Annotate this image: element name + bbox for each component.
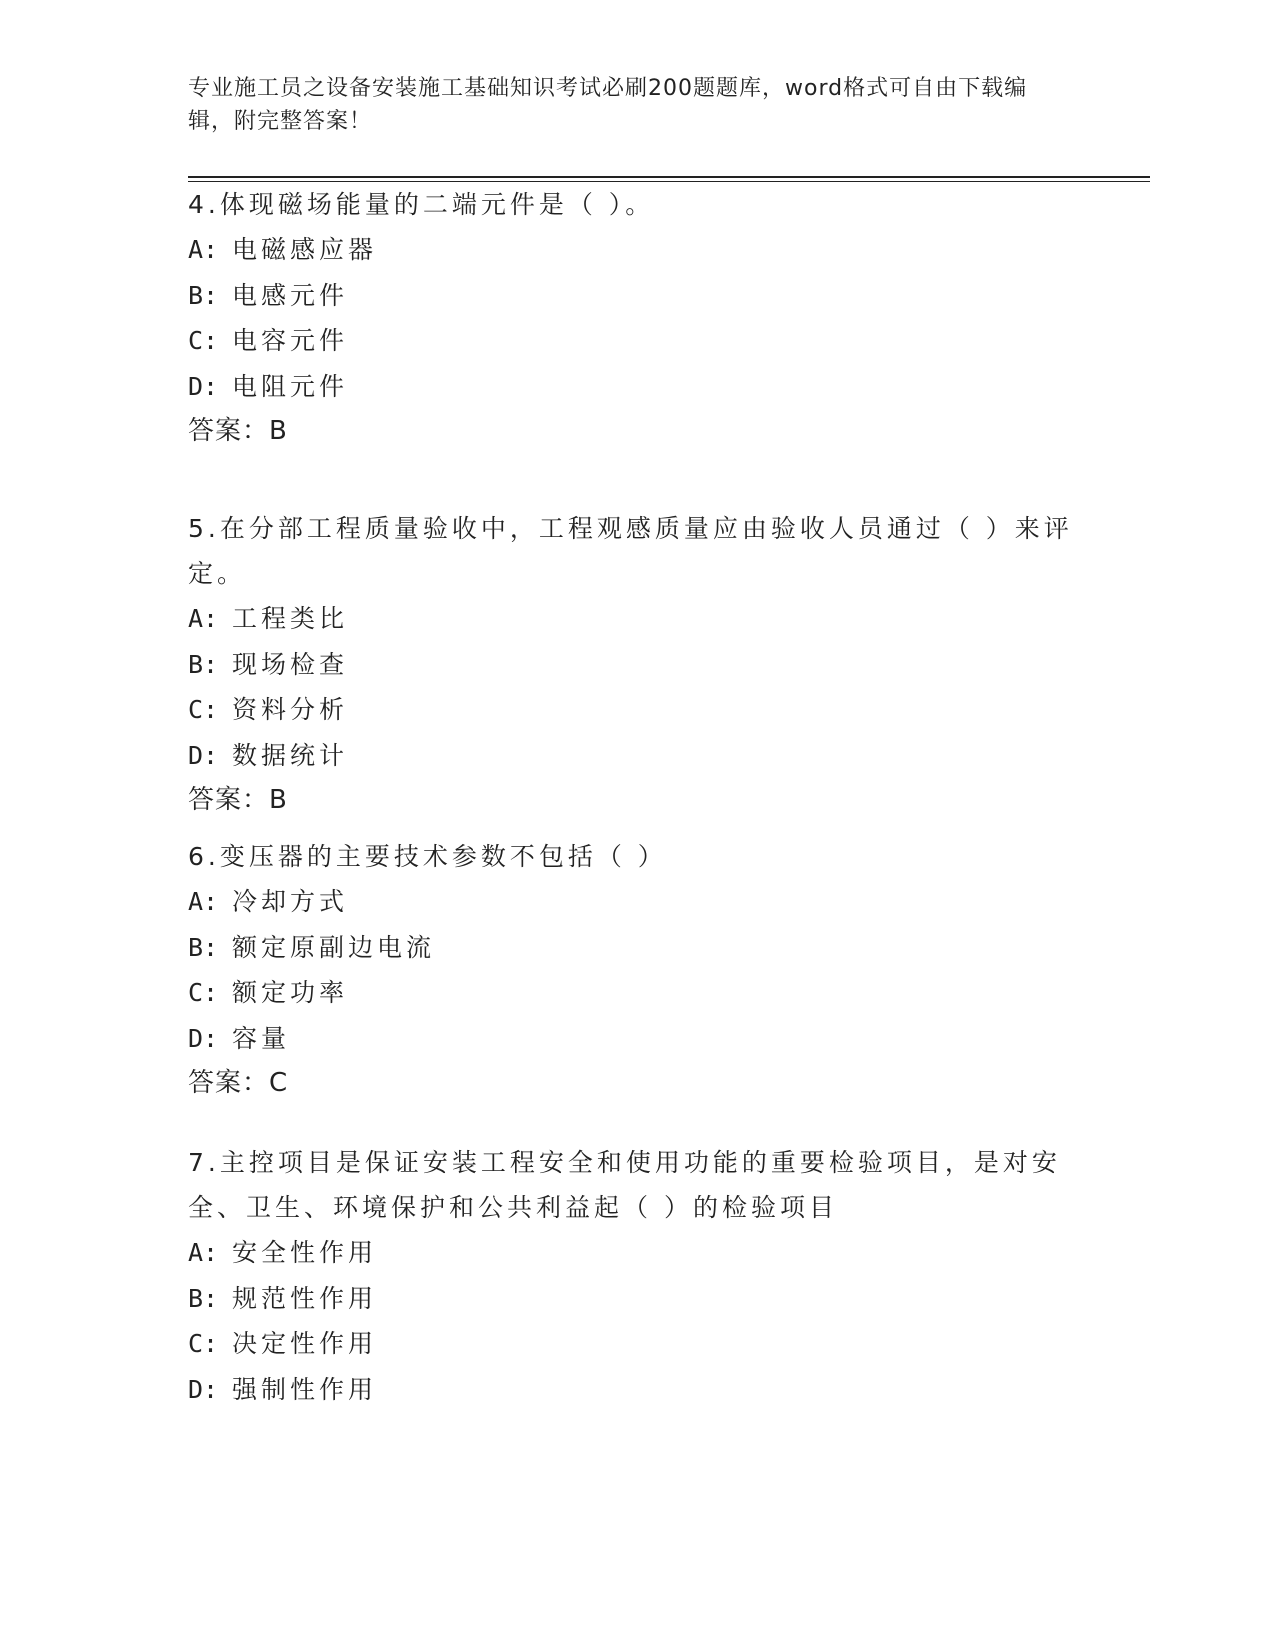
option-letter: D: <box>188 1374 219 1404</box>
question-5 <box>188 506 1088 823</box>
answer: 答案：B <box>188 416 288 446</box>
option-a <box>188 879 1088 925</box>
header-rule-thick <box>188 176 1150 178</box>
question-4 <box>188 182 1088 454</box>
option-a <box>188 596 1088 642</box>
document-header: 专业施工员之设备安装施工基础知识考试必刷200题题库，word格式可自由下载编辑，附完整答案！ <box>188 76 1028 134</box>
option-c <box>188 970 1088 1016</box>
option-text: 决定性作用 <box>232 1329 378 1358</box>
option-d <box>188 364 1088 410</box>
option-text: 规范性作用 <box>232 1283 378 1313</box>
option-letter: C: <box>188 1329 219 1358</box>
answer: 答案：B <box>188 785 288 815</box>
option-text: 工程类比 <box>232 604 349 633</box>
option-b <box>188 642 1088 688</box>
option-a <box>188 227 1088 273</box>
option-text: 资料分析 <box>232 695 349 724</box>
question-text: 7.主控项目是保证安装工程安全和使用功能的重要检验项目，是对安全、卫生、环境保护和公共利益起（ ）的检验项目 <box>188 1148 1061 1222</box>
question-6 <box>188 834 1088 1106</box>
option-text: 安全性作用 <box>232 1238 378 1267</box>
question-text: 4.体现磁场能量的二端元件是（ ）。 <box>188 190 655 219</box>
option-c <box>188 1321 1088 1367</box>
option-b <box>188 925 1088 971</box>
option-letter: A: <box>188 235 219 264</box>
question-7 <box>188 1140 1088 1412</box>
option-letter: A: <box>188 604 219 633</box>
option-d <box>188 733 1088 779</box>
option-letter: B: <box>188 280 219 310</box>
option-text: 冷却方式 <box>232 887 349 916</box>
option-letter: C: <box>188 326 219 355</box>
option-letter: C: <box>188 695 219 724</box>
option-a <box>188 1230 1088 1276</box>
option-letter: B: <box>188 932 219 962</box>
option-text: 强制性作用 <box>232 1374 378 1404</box>
option-letter: A: <box>188 887 219 916</box>
option-d <box>188 1016 1088 1062</box>
option-d <box>188 1367 1088 1413</box>
option-c <box>188 318 1088 364</box>
option-b <box>188 273 1088 319</box>
option-b <box>188 1276 1088 1322</box>
question-text: 5.在分部工程质量验收中，工程观感质量应由验收人员通过（ ）来评定。 <box>188 514 1073 588</box>
option-text: 电阻元件 <box>232 371 349 401</box>
option-c <box>188 687 1088 733</box>
option-text: 电磁感应器 <box>232 235 378 264</box>
option-text: 额定功率 <box>232 978 349 1007</box>
option-text: 容量 <box>232 1023 291 1053</box>
option-letter: C: <box>188 978 219 1007</box>
option-text: 电容元件 <box>232 326 349 355</box>
option-text: 现场检查 <box>232 649 349 679</box>
question-text: 6.变压器的主要技术参数不包括（ ） <box>188 842 667 871</box>
option-letter: D: <box>188 371 219 401</box>
option-letter: D: <box>188 1023 219 1053</box>
option-letter: D: <box>188 740 219 770</box>
answer: 答案：C <box>188 1068 289 1098</box>
option-text: 数据统计 <box>232 740 349 770</box>
option-letter: A: <box>188 1238 219 1267</box>
option-text: 电感元件 <box>232 280 349 310</box>
option-text: 额定原副边电流 <box>232 932 436 962</box>
option-letter: B: <box>188 649 219 679</box>
option-letter: B: <box>188 1283 219 1313</box>
